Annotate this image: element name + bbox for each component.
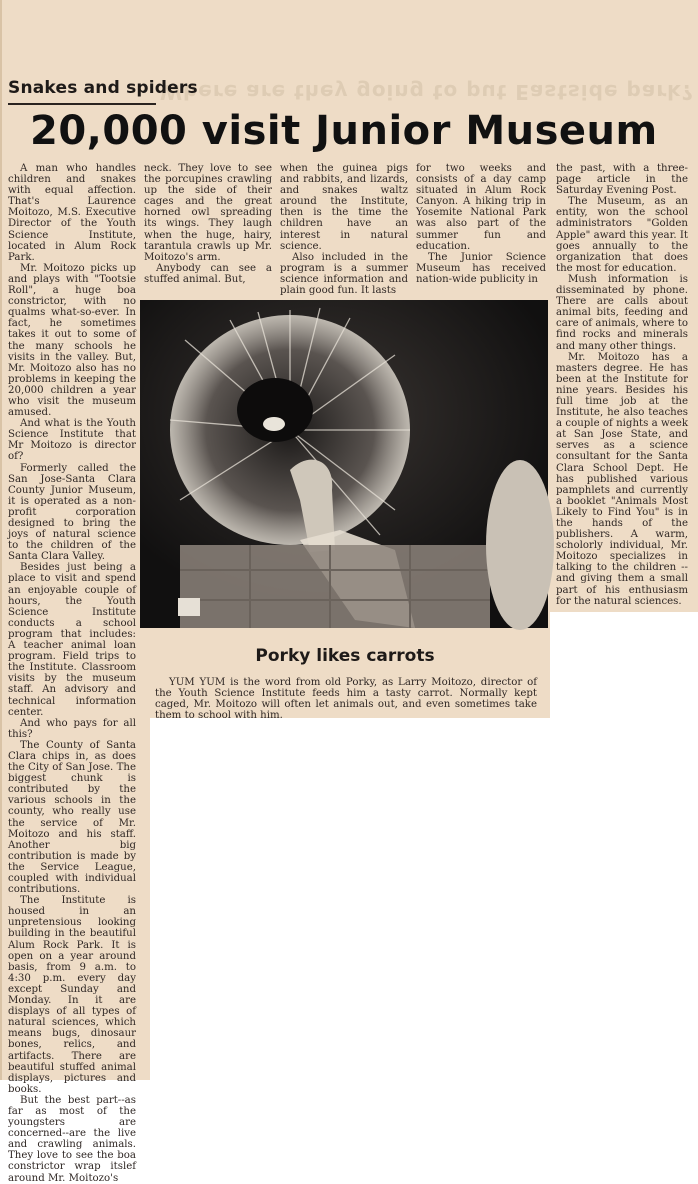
museum-director-profile	[486, 460, 554, 630]
photo-caption: YUM YUM is the word from old Porky, as Larry Moitozo, director of the Youth Science Institute feeds him a tasty carrot. Normally kept caged, Mr. Moitozo will often let animals out, and even sometimes take them to school with him.	[155, 677, 537, 722]
bleed-through-text: Where are they going to put Eastside park?	[160, 80, 695, 104]
paragraph: The County of Santa Clara chips in, as does the City of San Jose. The biggest chunk is contributed by the various schools in the county, who really use the service of Mr. Moitozo and his staff. Another big contribution is made by the Service League, coupled with individual contributions.	[8, 739, 136, 896]
paragraph: Besides just being a place to visit and spend an enjoyable couple of hours, the Youth Science Institute conducts a school program that includes: A teacher animal loan program. Field trips to the Institute. Classroom visits by the museum staff. An advisory and technical information center.	[8, 562, 136, 718]
paragraph: when the guinea pigs and rabbits, and lizards, and snakes waltz around the Institute, then is the time the children have an interest in natural science.	[280, 163, 408, 252]
paragraph: neck. They love to see the porcupines crawling up the side of their cages and the great horned owl spreading its wings. They laugh when the huge, hairy, tarantula crawls up Mr. Moitozo's arm.	[144, 163, 272, 263]
paragraph: The Junior Science Museum has received nation-wide publicity in	[416, 251, 546, 285]
paragraph: Formerly called the San Jose-Santa Clara County Junior Museum, it is operated as a non-profit corporation designed to bring the joys of natural science to the children of the Santa Clara Valley.	[8, 462, 136, 563]
paragraph: And who pays for all this?	[8, 717, 136, 740]
cage-box	[180, 545, 490, 628]
article-column-3	[280, 163, 408, 297]
paragraph: The Museum, as an entity, won the school administrators "Golden Apple" award this year. It goes annually to the organization that does the most for education.	[556, 196, 688, 274]
cage-latch	[178, 598, 200, 616]
paragraph: Mr. Moitozo has a masters degree. He has been at the Institute for nine years. Besides his full time job at the Institute, he also teaches a couple of nights a week at San Jose State, and serves as a science consultant for the Santa Clara School Dept. He has published various pamphlets and currently a booklet "Animals Most Likely to Find You" is in the hands of the publishers. A warm, scholorly individual, Mr. Moitozo specializes in talking to the children -- and giving them a small part of his enthusiasm for the natural sciences.	[556, 351, 688, 607]
carrot	[263, 417, 285, 431]
paper-edge	[0, 0, 2, 1080]
paragraph: The Institute is housed in an unpretensious looking building in the beautiful Alum Rock Park. It is open on a year around basis, from 9 a.m. to 4:30 p.m. every day except Sunday and Monday. In it are displays of all types of natural sciences, which means bugs, dinosaur bones, relics, and artifacts. There are beautiful stuffed animal displays, pictures and books.	[8, 895, 136, 1095]
article-column-5	[556, 163, 688, 609]
paragraph: Mr. Moitozo picks up and plays with "Tootsie Roll", a huge boa constrictor, with no qualms what-so-ever. In fact, he sometimes takes it out to some of the many schools he visits in the valley. But, Mr. Moitozo also has no problems in keeping the 20,000 children a year who visit the museum amused.	[8, 262, 136, 419]
paragraph: Mush information is disseminated by phone. There are calls about animal bits, feeding and care of animals, where to find rocks and minerals and many other things.	[556, 273, 688, 352]
porcupine-face	[237, 378, 313, 442]
porcupine-photo	[140, 300, 548, 628]
paragraph: A man who handles children and snakes with equal affection. That's Laurence Moitozo, M.S. Executive Director of the Youth Science Institute, located in Alum Rock Park.	[8, 163, 136, 263]
photo-caption-title: Porky likes carrots	[255, 646, 435, 666]
kicker-rule	[8, 103, 156, 105]
paragraph: the past, with a three-page article in the Saturday Evening Post.	[556, 163, 688, 197]
article-column-4	[416, 163, 546, 285]
article-column-1	[8, 163, 136, 1184]
kicker: Snakes and spiders	[8, 78, 198, 98]
paragraph: for two weeks and consists of a day camp situated in Alum Rock Canyon. A hiking trip in Yosemite National Park was also part of the summer fun and education.	[416, 163, 546, 252]
article-column-2	[144, 163, 272, 285]
headline: 20,000 visit Junior Museum	[30, 108, 658, 154]
paragraph: Also included in the program is a summer science information and plain good fun. It lasts	[280, 251, 408, 297]
paragraph: And what is the Youth Science Institute that Mr Moitozo is director of?	[8, 418, 136, 463]
paragraph: But the best part--as far as most of the youngsters are concerned--are the live and crawling animals. They love to see the boa constrictor wrap itslef around Mr. Moitozo's	[8, 1094, 136, 1184]
paragraph: Anybody can see a stuffed animal. But,	[144, 262, 272, 285]
